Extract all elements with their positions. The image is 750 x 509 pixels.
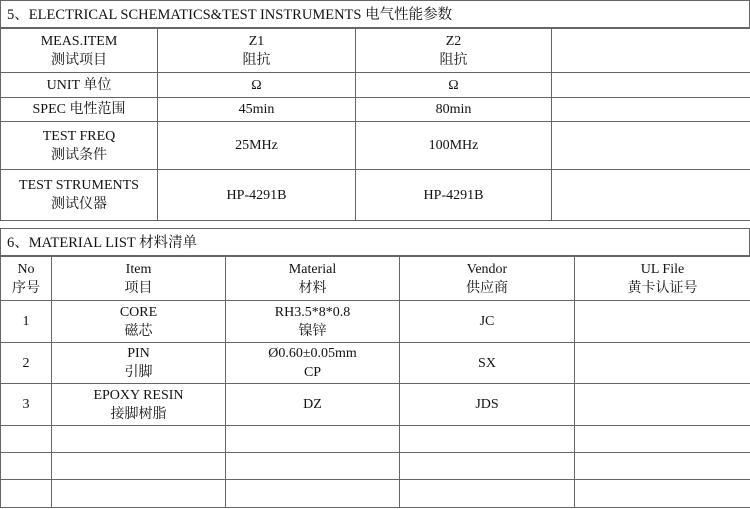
- spec-label: SPEC 电性范围: [1, 98, 158, 122]
- section-5-title-text: 5、ELECTRICAL SCHEMATICS&TEST INSTRUMENTS 电气性能参数: [7, 7, 453, 23]
- empty-cell: [552, 73, 750, 98]
- row-material: Ø0.60±0.05mm CP: [226, 343, 400, 384]
- row-no: 3: [1, 384, 52, 426]
- header-item: Item 项目: [52, 257, 226, 301]
- z1-freq: 25MHz: [158, 122, 356, 170]
- table-row: [1, 301, 750, 343]
- z2-cell: Z2 阻抗: [356, 29, 552, 73]
- header-vendor: Vendor 供应商: [400, 257, 575, 301]
- test-instruments-label: TEST STRUMENTS 测试仪器: [1, 170, 158, 221]
- row-ul-file: [575, 301, 750, 343]
- table-row: [1, 98, 750, 122]
- table-row: [1, 384, 750, 426]
- row-vendor: JDS: [400, 384, 575, 426]
- test-freq-label: TEST FREQ 测试条件: [1, 122, 158, 170]
- row-vendor: SX: [400, 343, 575, 384]
- empty-cell: [552, 122, 750, 170]
- row-ul-file: [575, 343, 750, 384]
- row-material: RH3.5*8*0.8 镍锌: [226, 301, 400, 343]
- header-no: No 序号: [1, 257, 52, 301]
- z1-unit: Ω: [158, 73, 356, 98]
- z2-instrument: HP-4291B: [356, 170, 552, 221]
- row-no: 1: [1, 301, 52, 343]
- header-material: Material 材料: [226, 257, 400, 301]
- table-header-row: [1, 257, 750, 301]
- z2-spec: 80min: [356, 98, 552, 122]
- table-row: [1, 73, 750, 98]
- empty-cell: [552, 170, 750, 221]
- row-item: CORE 磁芯: [52, 301, 226, 343]
- section-6-title: [0, 228, 750, 256]
- unit-label: UNIT 单位: [1, 73, 158, 98]
- empty-cell: [552, 98, 750, 122]
- empty-row: [1, 426, 750, 453]
- row-ul-file: [575, 384, 750, 426]
- table-row: [1, 29, 750, 73]
- row-item: PIN 引脚: [52, 343, 226, 384]
- table-row: [1, 122, 750, 170]
- empty-row: [1, 453, 750, 480]
- row-vendor: JC: [400, 301, 575, 343]
- material-list-table: [0, 256, 750, 508]
- row-material: DZ: [226, 384, 400, 426]
- z1-instrument: HP-4291B: [158, 170, 356, 221]
- table-row: [1, 343, 750, 384]
- empty-cell: [552, 29, 750, 73]
- z1-cell: Z1 阻抗: [158, 29, 356, 73]
- empty-row: [1, 480, 750, 508]
- section-5-title: [0, 0, 750, 28]
- row-no: 2: [1, 343, 52, 384]
- section-6-title-text: 6、MATERIAL LIST 材料清单: [7, 235, 198, 251]
- electrical-spec-table: [0, 28, 750, 221]
- table-row: [1, 170, 750, 221]
- z1-spec: 45min: [158, 98, 356, 122]
- z2-freq: 100MHz: [356, 122, 552, 170]
- header-ul-file: UL File 黄卡认证号: [575, 257, 750, 301]
- z2-unit: Ω: [356, 73, 552, 98]
- meas-item-label: MEAS.ITEM 测试项目: [1, 29, 158, 73]
- row-item: EPOXY RESIN 接脚树脂: [52, 384, 226, 426]
